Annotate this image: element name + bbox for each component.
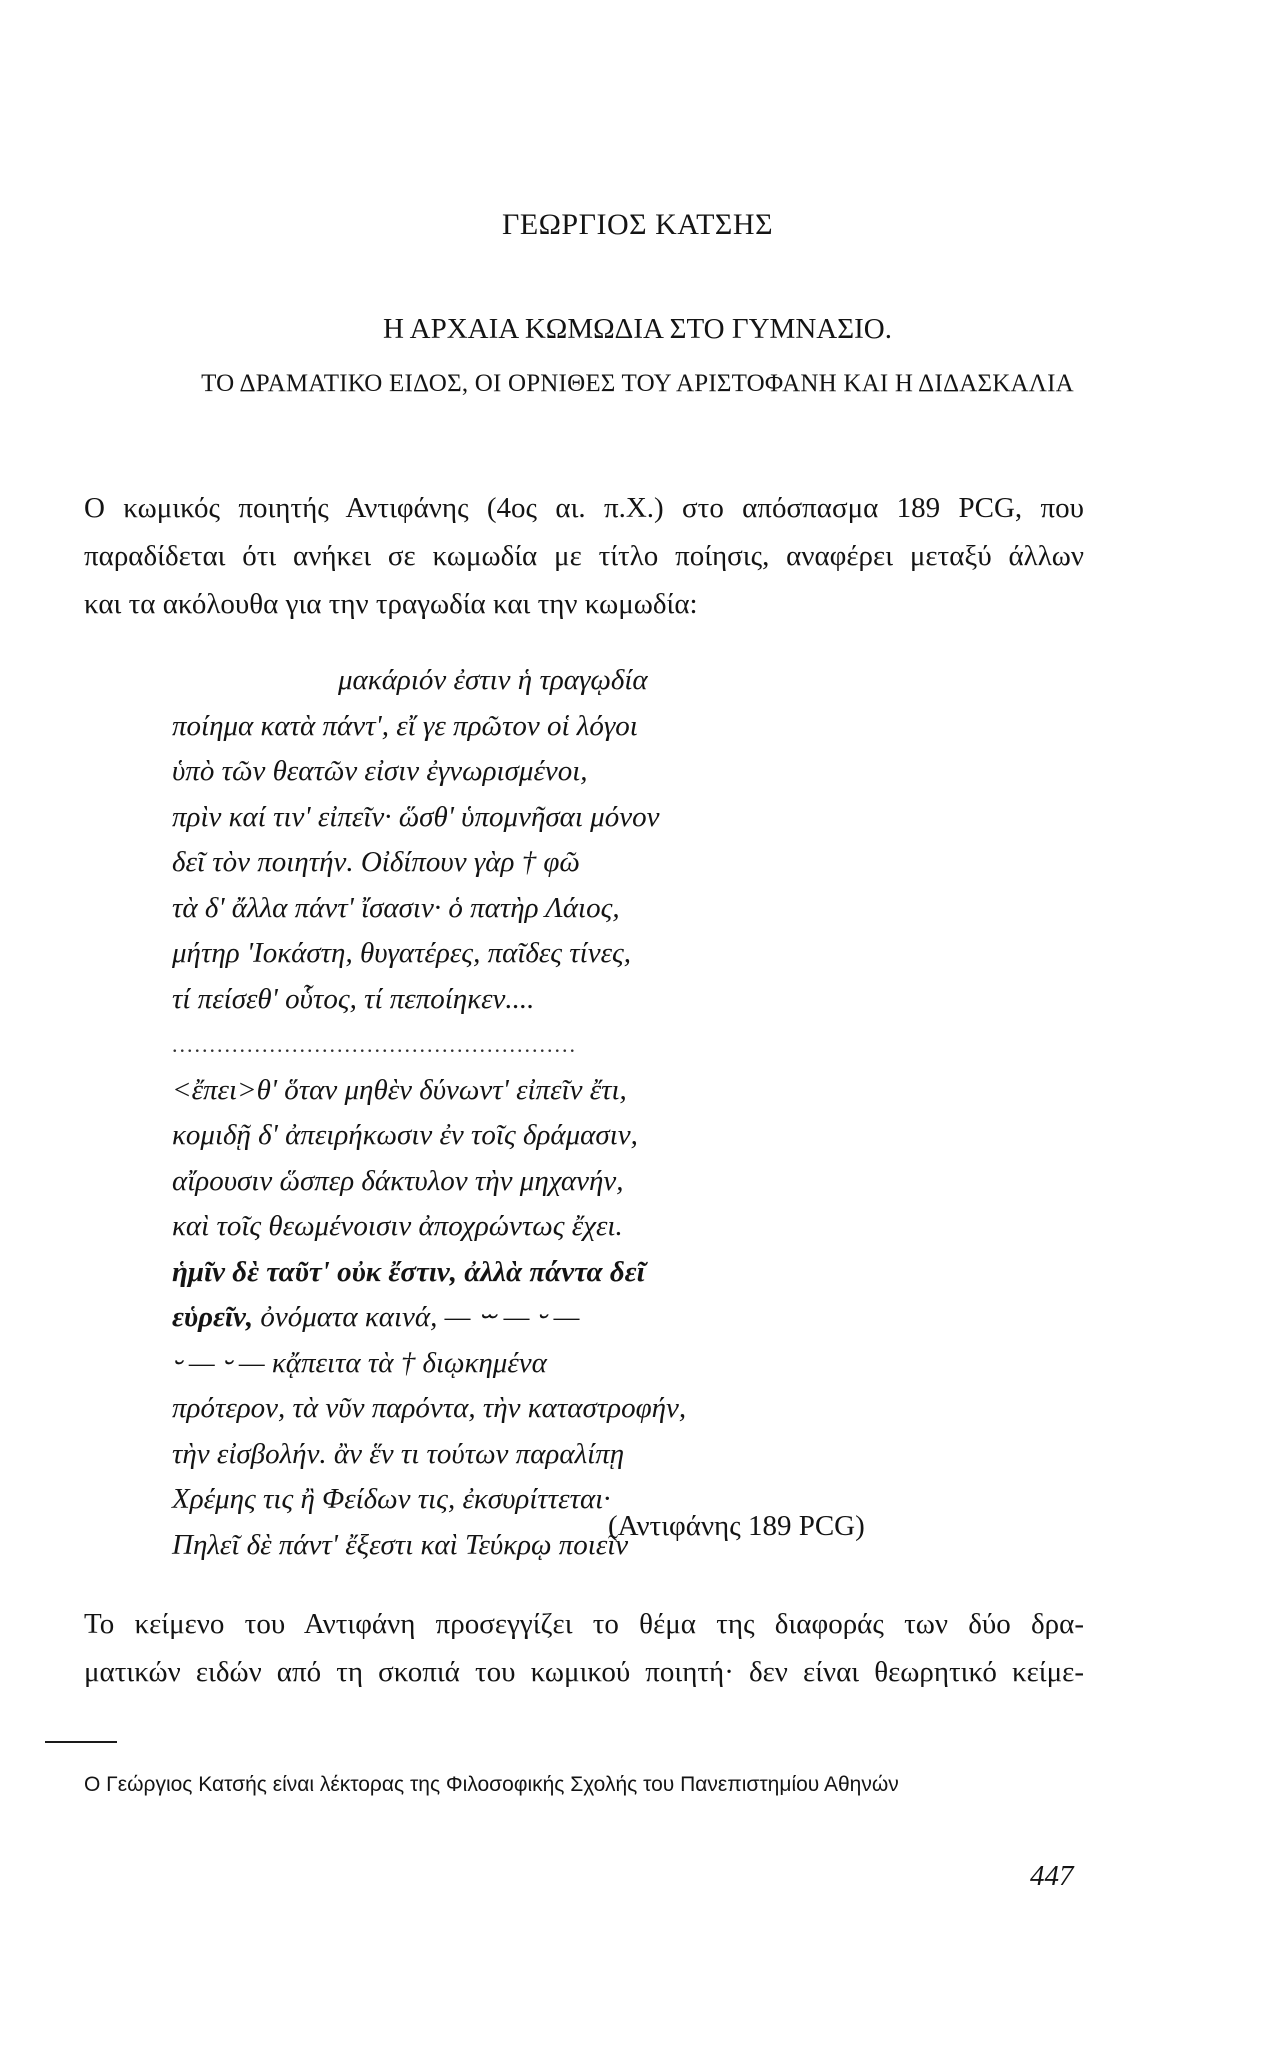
footnote-divider: [45, 1741, 117, 1743]
verse-line: πρὶν καί τιν' εἰπεῖν· ὥσθ' ὑπομνῆσαι μόνον: [172, 800, 660, 833]
verse-line: ποίημα κατὰ πάντ', εἴ γε πρῶτον οἱ λόγοι: [172, 709, 638, 742]
verse-line: καὶ τοῖς θεωμένοισιν ἀποχρώντως ἔχει.: [172, 1210, 623, 1242]
verse-line: ὑπὸ τῶν θεατῶν εἰσιν ἐγνωρισμένοι,: [172, 755, 588, 787]
verse-line: μήτηρ 'Ιοκάστη, θυγατέρες, παῖδες τίνες,: [172, 937, 632, 969]
article-title: Η ΑΡΧΑΙΑ ΚΩΜΩΔΙΑ ΣΤΟ ΓΥΜΝΑΣΙΟ.: [383, 313, 892, 345]
lacuna-dots: ......................................................: [172, 1032, 577, 1057]
intro-line-1: Ο κωμικός ποιητής Αντιφάνης (4ος αι. π.Χ.) στο απόσπασμα 189 PCG, που: [84, 492, 1084, 524]
verse-line: Πηλεῖ δὲ πάντ' ἔξεστι καὶ Τεύκρῳ ποιεῖν: [172, 1528, 629, 1561]
verse-line: τὴν εἰσβολήν. ἂν ἕν τι τούτων παραλίπῃ: [172, 1437, 625, 1470]
second-paragraph: [84, 1600, 1084, 1696]
article-subtitle: ΤΟ ΔΡΑΜΑΤΙΚΟ ΕΙΔΟΣ, ΟΙ ΟΡΝΙΘΕΣ ΤΟΥ ΑΡΙΣΤΟΦΑΝΗ ΚΑΙ Η ΔΙΔΑΣΚΑΛΙΑ: [201, 370, 1074, 397]
intro-line-3: και τα ακόλουθα για την τραγωδία και την κωμωδία:: [84, 588, 698, 620]
intro-paragraph: [84, 484, 1084, 628]
page-number: 447: [1030, 1860, 1074, 1892]
verse-line: <ἔπει>θ' ὅταν μηθὲν δύνωντ' εἰπεῖν ἔτι,: [172, 1073, 627, 1106]
verse-line: τὰ δ' ἄλλα πάντ' ἴσασιν· ὁ πατὴρ Λάιος,: [172, 891, 620, 924]
verse-line: αἴρουσιν ὥσπερ δάκτυλον τὴν μηχανήν,: [172, 1164, 624, 1197]
verse-line-bold: ἡμῖν δὲ ταῦτ' οὐκ ἔστιν, ἀλλὰ πάντα δεῖ: [172, 1255, 645, 1288]
antiphanes-quotation: [172, 658, 686, 1568]
paragraph-line-1: Το κείμενο του Αντιφάνη προσεγγίζει το θέμα της διαφοράς των δύο δρα-: [84, 1608, 1084, 1640]
verse-line: κομιδῇ δ' ἀπειρήκωσιν ἐν τοῖς δράμασιν,: [172, 1119, 638, 1151]
quote-citation: (Αντιφάνης 189 PCG): [608, 1510, 865, 1542]
verse-line: δεῖ τὸν ποιητήν. Οἰδίπουν γὰρ † φῶ: [172, 846, 580, 878]
verse-line: τί πείσεθ' οὗτος, τί πεποίηκεν....: [172, 982, 535, 1015]
verse-line: ⏑ — ⏑ — κᾄπειτα τὰ † διῳκημένα: [172, 1346, 547, 1379]
verse-line: πρότερον, τὰ νῦν παρόντα, τὴν καταστροφήν,: [172, 1392, 687, 1424]
verse-line: Χρέμης τις ἢ Φείδων τις, ἐκσυρίττεται·: [172, 1483, 611, 1515]
verse-bold-word: εὑρεῖν,: [172, 1301, 254, 1333]
verse-line-rest: ὀνόματα καινά, — ⏖ — ⏑ —: [260, 1301, 580, 1333]
author-name: ΓΕΩΡΓΙΟΣ ΚΑΤΣΗΣ: [501, 208, 774, 241]
paragraph-line-2: ματικών ειδών από τη σκοπιά του κωμικού ποιητή· δεν είναι θεωρητικό κείμε-: [84, 1656, 1084, 1688]
verse-line: [172, 1295, 686, 1341]
author-footnote: Ο Γεώργιος Κατσής είναι λέκτορας της Φιλοσοφικής Σχολής του Πανεπιστημίου Αθηνών: [84, 1773, 899, 1796]
intro-line-2: παραδίδεται ότι ανήκει σε κωμωδία με τίτλο ποίησις, αναφέρει μεταξύ άλλων: [84, 540, 1084, 572]
verse-line: μακάριόν ἐστιν ἡ τραγῳδία: [338, 664, 648, 696]
